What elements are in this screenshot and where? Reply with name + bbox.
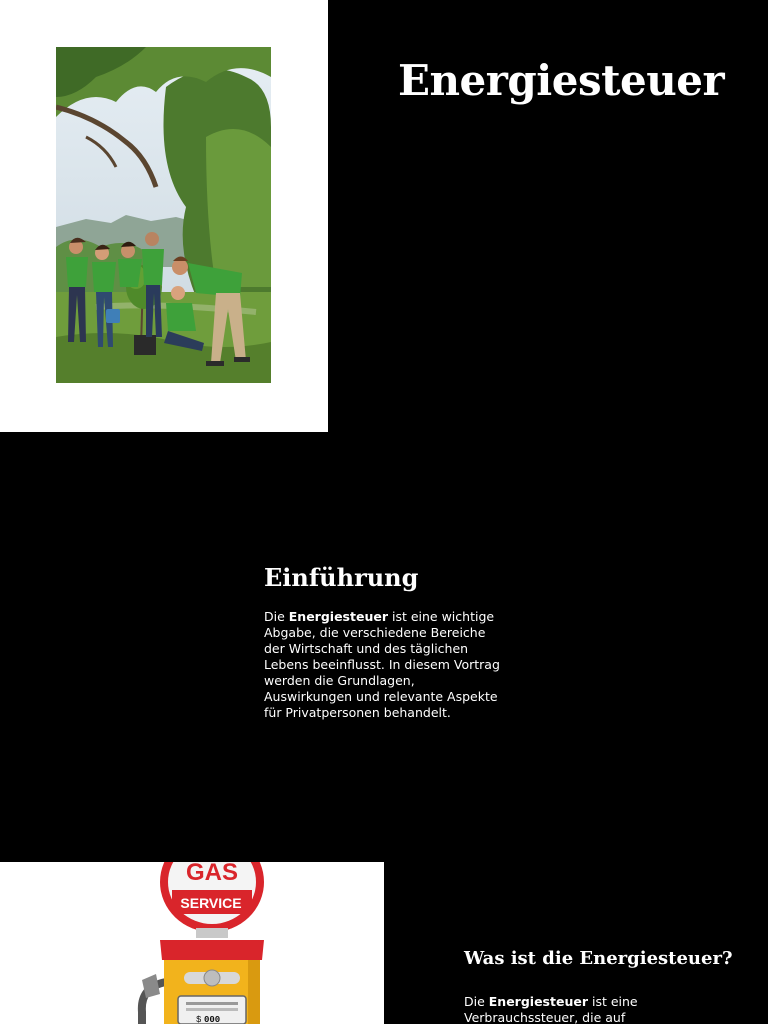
slide-definition: [0, 862, 768, 1024]
definition-paragraph-rest: ist eine Verbrauchssteuer, die auf: [464, 994, 638, 1024]
definition-heading: Was ist die Energiesteuer?: [464, 948, 733, 969]
pump-counter-text: 000: [204, 1015, 221, 1024]
definition-paragraph: [464, 994, 704, 1024]
intro-paragraph: [264, 609, 504, 721]
slide-title: [0, 0, 768, 432]
volunteers-planting-tree-photo: [56, 47, 271, 383]
definition-paragraph-bold: Energiesteuer: [488, 994, 588, 1009]
presentation-title: Energiesteuer: [398, 56, 725, 105]
photo-panel: [0, 0, 328, 432]
pump-sign-bottom-text: SERVICE: [180, 895, 242, 911]
pump-sign-top-text: GAS: [185, 862, 239, 886]
gas-pump-illustration: [0, 862, 384, 1024]
definition-paragraph-start: Die: [464, 994, 489, 1009]
gas-pump-panel: [0, 862, 384, 1024]
intro-paragraph-bold: Energiesteuer: [288, 609, 388, 624]
section-heading: Einführung: [264, 563, 419, 592]
intro-paragraph-rest: ist eine wichtige Abgabe, die verschiedene Bereiche der Wirtschaft und des täglichen Lebens beeinflusst. In diesem Vortrag werden die Grundlagen, Auswirkungen und relevante Aspekte für Privatpersonen behandelt.: [264, 609, 500, 720]
slide-introduction: [0, 432, 768, 862]
pump-currency-text: $: [196, 1015, 202, 1024]
intro-paragraph-start: Die: [264, 609, 289, 624]
